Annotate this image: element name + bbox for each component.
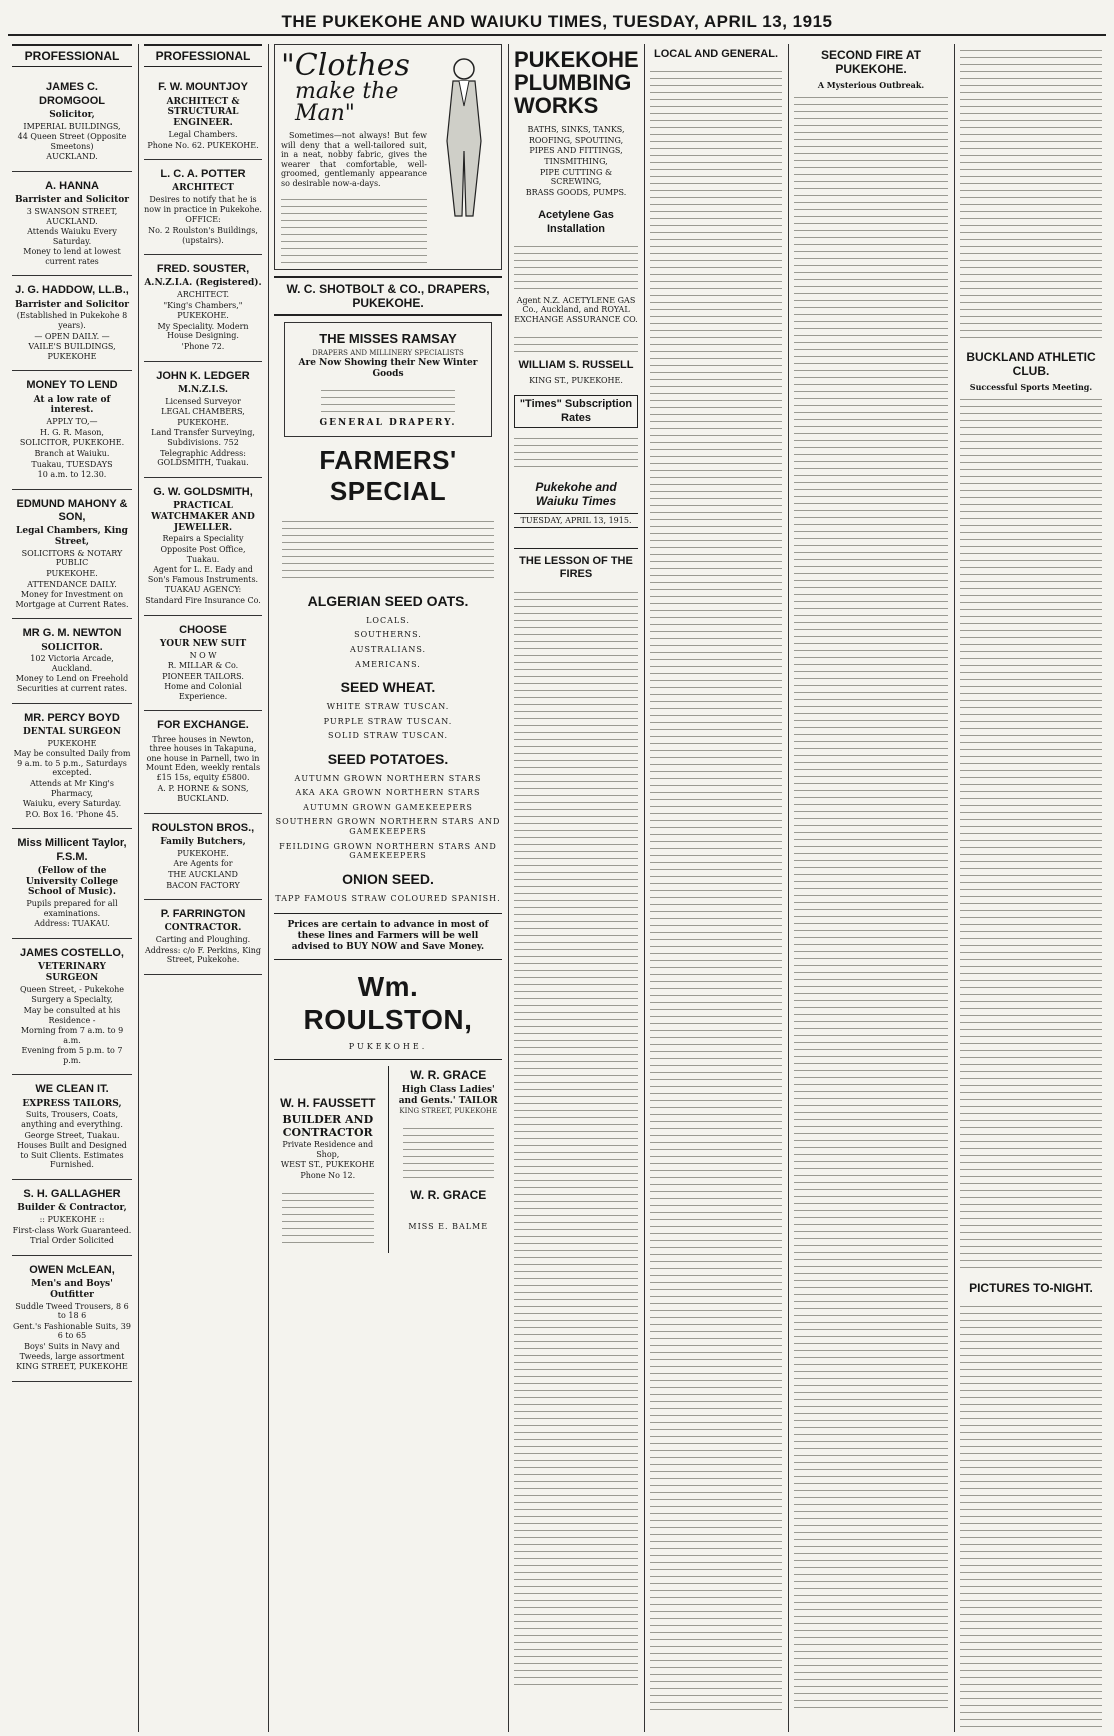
card-line: PUKEKOHE [47,738,97,748]
card-line: ARCHITECT. [176,290,230,300]
card-line: Standard Fire Insurance Co. [145,595,261,605]
card-role: ARCHITECT & STRUCTURAL ENGINEER. [166,96,240,129]
card-line: Land Transfer Surveying, Subdivisions. 752 [151,428,255,448]
card-role: A.N.Z.I.A. (Registered). [144,278,262,289]
card-line: Pupils prepared for all examinations. [26,899,118,918]
card-line: Morning from 7 a.m. to 9 a.m. [20,1026,124,1045]
article-text-lines [514,586,638,1686]
column-rule [388,1066,389,1252]
professional-card [12,172,132,277]
card-line: — OPEN DAILY. — [34,331,110,341]
card-line: SOLICITORS & NOTARY PUBLIC [21,548,123,568]
russell-address: KING ST., PUKEKOHE. [529,375,623,385]
clothes-body: Sometimes—not always! But few will deny that a well-tailored suit, in a neat, nobby fabric, gives the wearer that comfortable, well-groomed, gentlemanly appearance so desirable now-a-days. [281,131,427,188]
card-line: Surgery a Specialty, [31,995,113,1005]
card-line: PUKEKOHE. [177,311,229,321]
card-line: Waiuku, every Saturday. [22,799,122,809]
oats-list [274,616,502,669]
professional-card [12,619,132,703]
seed-item: AUTUMN GROWN NORTHERN STARS [294,773,482,783]
faussett-name: W. H. FAUSSETT [280,1096,376,1111]
card-line: May be consulted Daily from 9 a.m. to 5 p.m., Saturdays excepted. [13,749,131,778]
card-line: LEGAL CHAMBERS, [161,407,245,417]
clothes-subheadline: make the Man" [295,79,399,126]
card-line: ATTENDANCE DAILY. [27,579,117,589]
ramsay-tag: Are Now Showing their New Winter Goods [298,358,478,380]
card-name: MR G. M. NEWTON [22,627,122,640]
card-role: At a low rate of interest. [33,394,111,416]
professional-card [144,362,262,478]
card-name: EDMUND MAHONY & SON, [16,497,128,523]
grace-role: High Class Ladies' and Gents.' TAILOR [398,1084,498,1106]
card-line: PUKEKOHE. [46,568,98,578]
card-name: F. W. MOUNTJOY [158,81,248,94]
body-text-lines [514,432,638,472]
professional-card [144,711,262,813]
article-text-lines [960,1300,1102,1732]
faussett-ad [274,1066,382,1252]
card-line: Opposite Post Office, Tuakau. [160,544,246,564]
local-news-column [646,44,786,1732]
card-line: PUKEKOHE. [177,848,229,858]
grace-ad [395,1066,503,1252]
card-role: CONTRACTOR. [164,923,242,934]
card-name: JOHN K. LEDGER [156,369,250,382]
professional-card [12,1075,132,1180]
card-line: Attends at Mr King's Pharmacy, [30,779,114,798]
masthead [8,10,1106,36]
seed-item: FEILDING GROWN NORTHERN STARS AND GAMEKEEPERS [279,841,497,861]
shotbolt-banner: W. C. SHOTBOLT & CO., DRAPERS, PUKEKOHE. [274,276,502,317]
card-line: Suddle Tweed Trousers, 8 6 to 18 6 [15,1301,129,1321]
russell-name: WILLIAM S. RUSSELL [518,358,634,371]
onion-title: ONION SEED. [342,870,434,887]
card-role: Legal Chambers, King Street, [16,526,128,547]
pictures-heading: PICTURES TO-NIGHT. [969,1281,1093,1296]
professional-card [12,73,132,172]
body-text-lines [514,331,638,355]
card-name: CHOOSE [179,623,227,636]
card-line: Boys' Suits in Navy and Tweeds, large assortment [19,1341,125,1361]
card-line: Legal Chambers. [168,129,238,139]
professional-column-2 [140,44,266,1732]
body-text-lines [281,193,427,263]
body-text-lines [282,515,494,583]
column-rule [138,44,139,1732]
card-role: Barrister and Solicitor [14,195,130,206]
card-line: Attends Waiuku Every Saturday. [27,227,117,246]
seed-item: SOUTHERN GROWN NORTHERN STARS AND GAMEKEEPERS [275,817,501,837]
card-name: Miss Millicent Taylor, F.S.M. [17,837,127,863]
professional-card [12,1256,132,1382]
card-line: Three houses in Newton, three houses in Takapuna, one house in Parnell, two in Mount Eden, weekly rentals £15 15s, equity £5800. [145,734,261,783]
card-line: 3 SWANSON STREET, AUCKLAND. [26,206,118,226]
athletic-subheading: Successful Sports Meeting. [969,381,1093,392]
card-line: Are Agents for [173,859,233,869]
card-line: May be consulted at his Residence - [23,1005,121,1025]
acetylene-heading: Acetylene Gas Installation [538,209,614,235]
column-rule [954,44,955,1732]
card-name: MONEY TO LEND [26,379,118,392]
local-heading: LOCAL AND GENERAL. [653,48,779,60]
article-text-lines [794,91,948,1711]
professional-card [12,276,132,371]
card-line: Agent for L. E. Eady and Son's Famous Instruments. [147,565,259,584]
card-line: THE AUCKLAND [168,870,238,879]
card-line: N O W [189,650,217,660]
column-rule [508,44,509,1732]
service-item: BATHS, SINKS, TANKS, [527,125,625,135]
article-text-lines [650,65,782,1715]
seed-item: AUTUMN GROWN GAMEKEEPERS [303,802,473,812]
lesson-heading: THE LESSON OF THE FIRES [514,548,638,581]
card-role: Men's and Boys' Outfitter [31,1278,113,1300]
card-role: ARCHITECT [172,183,234,194]
professional-card [12,939,132,1076]
card-line: IMPERIAL BUILDINGS, [23,121,121,131]
card-line: First-class Work Guaranteed. [12,1225,132,1235]
card-line: :: PUKEKOHE :: [39,1215,105,1225]
section-header: PROFESSIONAL [12,44,132,67]
subscription-heading: "Times" Subscription Rates [514,395,638,427]
professional-card [12,371,132,489]
card-line: Money to Lend on Freehold Securities at current rates. [15,674,129,694]
body-text-lines [403,1122,495,1182]
ramsay-ad [284,322,492,436]
card-role: EXPRESS TAILORS, [22,1098,122,1109]
card-line: Address: c/o F. Perkins, King Street, Pukekohe. [144,945,262,965]
card-line: KING STREET, PUKEKOHE [16,1362,128,1372]
card-line: George Street, Tuakau. [24,1130,120,1140]
card-role: Solicitor, [49,109,95,120]
card-line: H. G. R. Mason, [40,427,104,437]
card-line: Phone No. 62. PUKEKOHE. [147,140,259,150]
card-line: PIONEER TAILORS. [162,671,244,681]
card-line: BACON FACTORY [166,880,240,890]
card-name: FRED. SOUSTER, [156,263,250,276]
issue-date: TUESDAY, APRIL 13, 1915. [514,513,638,529]
potatoes-list [274,774,502,861]
card-name: WE CLEAN IT. [35,1083,109,1096]
seed-item: PURPLE STRAW TUSCAN. [323,716,453,726]
bottom-ads [274,1059,502,1252]
faussett-role: BUILDER AND CONTRACTOR [282,1112,374,1139]
section-header: PROFESSIONAL [144,44,262,67]
card-line: OFFICE: [185,215,221,225]
professional-card [144,73,262,160]
seed-item: SOLID STRAW TUSCAN. [327,731,448,741]
card-line: PUKEKOHE. [177,417,229,427]
potatoes-title: SEED POTATOES. [327,750,449,767]
card-line: APPLY TO,— [46,417,98,427]
professional-card [12,704,132,830]
card-name: A. HANNA [45,179,99,192]
card-list [12,73,132,1381]
card-name: G. W. GOLDSMITH, [153,485,253,498]
card-line: TUAKAU AGENCY: [164,585,242,595]
fire-subheading: A Mysterious Outbreak. [817,79,925,90]
article-text-lines [960,44,1102,344]
price-notice: Prices are certain to advance in most of these lines and Farmers will be well advised to BUY NOW and Save Money. [274,913,502,959]
card-role: SOLICITOR. [41,642,103,653]
seed-item: SOUTHERNS. [354,630,422,640]
clothes-ad [274,44,502,270]
card-line: Evening from 5 p.m. to 7 p.m. [21,1046,123,1065]
wheat-title: SEED WHEAT. [340,679,436,696]
professional-card [12,829,132,939]
card-role: Builder & Contractor, [17,1203,127,1214]
service-item: PIPE CUTTING & SCREWING, [539,167,613,187]
seed-item: AUSTRALIANS. [349,645,427,655]
card-line: Repairs a Speciality [162,534,244,544]
agent-text: Agent N.Z. ACETYLENE GAS Co., Auckland, and ROYAL EXCHANGE ASSURANCE CO. [514,295,638,324]
card-line: Gent.'s Fashionable Suits, 39 6 to 65 [13,1321,131,1341]
fire-article-column [790,44,952,1732]
professional-card [144,616,262,712]
card-role: VETERINARY SURGEON [38,962,106,983]
card-line: Suits, Trousers, Coats, anything and everything. [21,1110,123,1130]
article-text-lines [960,393,1102,1273]
column-rule [644,44,645,1732]
seed-item: WHITE STRAW TUSCAN. [326,702,450,712]
plumbing-title: PUKEKOHE PLUMBING WORKS [514,47,639,119]
faussett-line: WEST ST., PUKEKOHE [280,1160,375,1170]
advertisement-column [270,44,506,1732]
card-line: Queen Street, - Pukekohe [19,984,125,994]
card-role: Family Butchers, [160,837,246,848]
seed-item: TAPP FAMOUS STRAW COLOURED SPANISH. [275,893,501,903]
grace-name: W. R. GRACE [410,1068,487,1083]
card-name: S. H. GALLAGHER [23,1188,121,1201]
service-item: TINSMITHING, [544,157,608,167]
card-line: Branch at Waiuku. [34,449,110,458]
column-rule [268,44,269,1732]
card-line: VAILE'S BUILDINGS, PUKEKOHE [28,342,116,361]
card-line: R. MILLAR & Co. [167,661,239,671]
card-line: Licensed Surveyor [165,396,241,406]
masthead-title: THE PUKEKOHE AND WAIUKU TIMES, TUESDAY, APRIL 13, 1915 [281,11,833,31]
ramsay-name: THE MISSES RAMSAY [319,331,457,347]
seed-item: LOCALS. [366,615,410,625]
professional-card [144,900,262,975]
card-name: OWEN McLEAN, [29,1263,115,1276]
card-name: JAMES COSTELLO, [20,946,124,959]
card-list [144,73,262,975]
card-line: Telegraphic Address: GOLDSMITH, Tuakau. [157,448,249,468]
card-name: ROULSTON BROS., [151,821,255,834]
card-role: M.N.Z.I.S. [177,384,229,395]
grace-line: KING STREET, PUKEKOHE [399,1107,498,1116]
card-name: MR. PERCY BOYD [24,711,120,724]
column-rule [788,44,789,1732]
professional-card [12,490,132,620]
service-item: PIPES AND FITTINGS, [529,146,623,156]
card-line: Tuakau, TUESDAYS [31,459,113,469]
services-list [514,125,638,197]
card-line: 102 Victoria Arcade, Auckland. [30,654,114,673]
card-line: AUCKLAND. [46,152,98,162]
card-line: My Speciality. Modern House Designing. [157,321,249,341]
card-line: Home and Colonial Experience. [164,682,242,701]
professional-card [144,478,262,616]
faussett-line: Phone No 12. [300,1170,356,1180]
card-line: Money for Investment on Mortgage at Current Rates. [15,590,129,609]
seed-item: AKA AKA GROWN NORTHERN STARS [295,788,481,798]
body-text-lines [282,1187,374,1247]
grace-name-footer: W. R. GRACE [410,1187,487,1202]
service-item: BRASS GOODS, PUMPS. [525,187,627,197]
card-line: Money to lend at lowest current rates [23,247,121,266]
card-line: SOLICITOR, PUKEKOHE. [19,438,125,448]
professional-card [144,160,262,255]
ramsay-sub: DRAPERS AND MILLINERY SPECIALISTS [312,348,464,357]
card-line: 'Phone 72. [181,342,225,352]
ramsay-drapery: GENERAL DRAPERY. [319,417,457,428]
farmers-special-title: FARMERS' SPECIAL [319,444,457,506]
body-text-lines [514,240,638,290]
card-line: 10 a.m. to 12.30. [37,470,107,480]
card-role: DENTAL SURGEON [23,726,121,737]
oats-title: ALGERIAN SEED OATS. [307,593,469,610]
wheat-list [274,702,502,741]
roulston-name: Wm. ROULSTON, [303,970,473,1036]
card-line: A. P. HORNE & SONS, [157,783,249,793]
card-role: YOUR NEW SUIT [159,638,247,649]
athletic-heading: BUCKLAND ATHLETIC CLUB. [966,350,1096,379]
card-line: 44 Queen Street (Opposite Smeetons) [17,132,127,151]
professional-card [12,1180,132,1256]
paper-name: Pukekohe and Waiuku Times [535,479,617,509]
card-role: PRACTICAL WATCHMAKER AND JEWELLER. [151,500,255,533]
clothes-headline: "Clothes [281,48,410,83]
card-name: JAMES C. DROMGOOL [39,81,105,107]
card-role: Barrister and Solicitor [14,299,130,310]
gentleman-illustration [433,51,495,221]
professional-column-1 [8,44,136,1732]
fire-heading: SECOND FIRE AT PUKEKOHE. [820,48,921,77]
card-line: "King's Chambers," [163,300,243,310]
card-line: Carting and Ploughing. [155,935,251,945]
card-line: No. 2 Roulston's Buildings, (upstairs). [148,225,258,245]
card-name: L. C. A. POTTER [160,168,246,181]
seed-item: AMERICANS. [355,659,421,669]
card-line: BUCKLAND. [177,794,229,804]
card-line: Desires to notify that he is now in practice in Pukekohe. [144,195,262,214]
card-name: P. FARRINGTON [160,908,246,921]
card-line: Trial Order Solicited [30,1236,114,1246]
professional-card [144,814,262,900]
card-name: FOR EXCHANGE. [157,719,249,732]
card-line: (Established in Pukekohe 8 years). [16,311,128,331]
card-line: Address: TUAKAU. [34,919,110,929]
service-item: ROOFING, SPOUTING, [528,135,624,145]
balme-name: MISS E. BALME [408,1222,489,1232]
faussett-line: Private Residence and Shop, [282,1140,374,1159]
plumbing-column [510,44,642,1732]
card-name: J. G. HADDOW, LL.B., [15,284,129,297]
card-line: P.O. Box 16. 'Phone 45. [25,809,119,819]
card-role: (Fellow of the University College School of Music). [25,865,119,898]
roulston-town: PUKEKOHE. [348,1041,428,1051]
body-text-lines [321,384,455,414]
professional-card [144,255,262,362]
onion-list [274,894,502,904]
card-line: Houses Built and Designed to Suit Clients. Estimates Furnished. [17,1141,127,1170]
athletic-column [956,44,1106,1732]
